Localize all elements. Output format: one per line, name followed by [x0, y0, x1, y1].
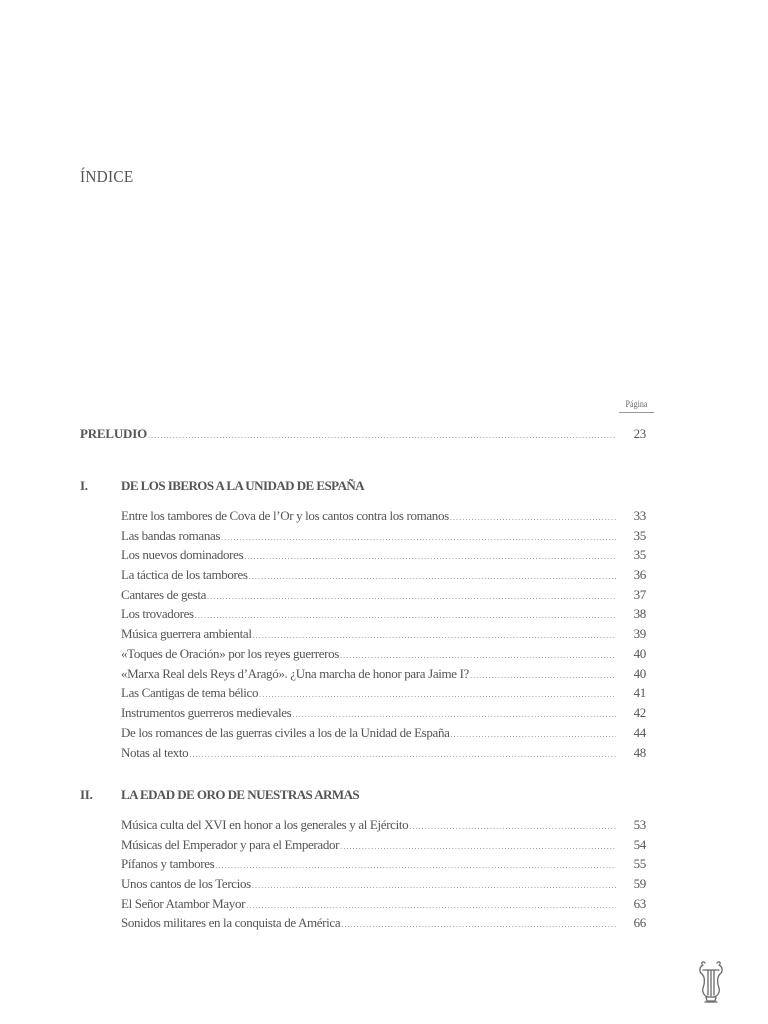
- toc-entry[interactable]: [0, 604, 768, 623]
- toc-prelude-page: 23: [633, 426, 646, 441]
- dot-leader: [341, 915, 616, 934]
- toc-entry-text: Los trovadores: [121, 606, 194, 621]
- toc-entry-text: Las Cantigas de tema bélico: [121, 685, 259, 700]
- dot-leader: [409, 817, 616, 836]
- dot-leader: [195, 606, 616, 625]
- dot-leader: [215, 856, 616, 875]
- toc-entry-text: «Marxa Real dels Reys d’Aragó». ¿Una marcha de honor para Jaime I?: [121, 666, 469, 681]
- toc-entry-page: 55: [633, 856, 646, 871]
- toc-entry[interactable]: [0, 585, 768, 604]
- toc-entry-text: Pífanos y tambores: [121, 856, 215, 871]
- toc-entry[interactable]: [0, 703, 768, 722]
- toc-entry-text: Entre los tambores de Cova de l’Or y los cantos contra los romanos: [121, 508, 449, 523]
- dot-leader: [244, 547, 616, 566]
- toc-entry-page: 48: [633, 745, 646, 760]
- toc-entry-page: 40: [633, 646, 646, 661]
- toc-entry[interactable]: [0, 644, 768, 663]
- toc-entry-text: Notas al texto: [121, 745, 189, 760]
- toc-entry[interactable]: [0, 664, 768, 683]
- toc-entry-page: 41: [633, 685, 646, 700]
- toc-entry-page: 40: [633, 666, 646, 681]
- page-column-header: Página: [619, 399, 654, 413]
- toc-entry-text: Los nuevos dominadores: [121, 547, 244, 562]
- toc-entry[interactable]: [0, 545, 768, 564]
- toc-entry-text: «Toques de Oración» por los reyes guerreros: [121, 646, 339, 661]
- dot-leader: [249, 567, 616, 586]
- page-title: ÍNDICE: [80, 167, 134, 186]
- toc-entry-page: 66: [633, 915, 646, 930]
- toc-entry-text: El Señor Atambor Mayor: [121, 896, 246, 911]
- section-title: LA EDAD DE ORO DE NUESTRAS ARMAS: [121, 787, 360, 802]
- toc-entry[interactable]: [0, 506, 768, 525]
- toc-entry-page: 63: [633, 896, 646, 911]
- section-number: I.: [80, 478, 88, 493]
- toc-entry[interactable]: [0, 894, 768, 913]
- toc-entry-page: 59: [633, 876, 646, 891]
- toc-prelude-label: PRELUDIO: [80, 426, 148, 441]
- toc-entry[interactable]: [0, 815, 768, 834]
- toc-prelude[interactable]: [0, 424, 768, 443]
- toc-entry-page: 37: [633, 587, 646, 602]
- dot-leader: [253, 626, 616, 645]
- toc-entry-text: Música culta del XVI en honor a los generales y al Ejército: [121, 817, 409, 832]
- toc-entry[interactable]: [0, 913, 768, 932]
- section-heading: [0, 476, 768, 496]
- toc-entry-text: Música guerrera ambiental: [121, 626, 252, 641]
- toc-entry-text: Instrumentos guerreros medievales: [121, 705, 292, 720]
- toc-entry[interactable]: [0, 624, 768, 643]
- toc-entry-text: Cantares de gesta: [121, 587, 207, 602]
- dot-leader: [292, 705, 616, 724]
- toc-entry[interactable]: [0, 723, 768, 742]
- toc-entry-page: 54: [633, 837, 646, 852]
- dot-leader: [340, 646, 616, 665]
- dot-leader: [148, 426, 616, 445]
- toc-entry[interactable]: [0, 854, 768, 873]
- toc-entry-page: 35: [633, 528, 646, 543]
- toc-entry[interactable]: [0, 743, 768, 762]
- toc-entry-text: Sonidos militares en la conquista de América: [121, 915, 341, 930]
- dot-leader: [259, 685, 616, 704]
- dot-leader: [450, 508, 616, 527]
- toc-entry-page: 39: [633, 626, 646, 641]
- toc-entry-page: 44: [633, 725, 646, 740]
- toc-entry-page: 33: [633, 508, 646, 523]
- toc-entry-text: Las bandas romanas: [121, 528, 221, 543]
- toc-entry-text: De los romances de las guerras civiles a los de la Unidad de España: [121, 725, 450, 740]
- toc-entry-page: 35: [633, 547, 646, 562]
- lyre-icon: [697, 961, 725, 1003]
- toc-entry[interactable]: [0, 526, 768, 545]
- toc-entry-page: 42: [633, 705, 646, 720]
- toc-entry[interactable]: [0, 565, 768, 584]
- section-title: DE LOS IBEROS A LA UNIDAD DE ESPAÑA: [121, 478, 365, 493]
- toc-entry-page: 36: [633, 567, 646, 582]
- toc-entry-page: 53: [633, 817, 646, 832]
- section-heading: [0, 785, 768, 805]
- dot-leader: [189, 745, 616, 764]
- toc-entry-page: 38: [633, 606, 646, 621]
- toc-entry-text: Unos cantos de los Tercios: [121, 876, 251, 891]
- toc-entry[interactable]: [0, 835, 768, 854]
- dot-leader: [451, 725, 616, 744]
- toc-entry[interactable]: [0, 874, 768, 893]
- toc-entry-text: La táctica de los tambores: [121, 567, 248, 582]
- section-number: II.: [80, 787, 93, 802]
- toc-entry-text: Músicas del Emperador y para el Emperador: [121, 837, 340, 852]
- toc-entry[interactable]: [0, 683, 768, 702]
- dot-leader: [252, 876, 616, 895]
